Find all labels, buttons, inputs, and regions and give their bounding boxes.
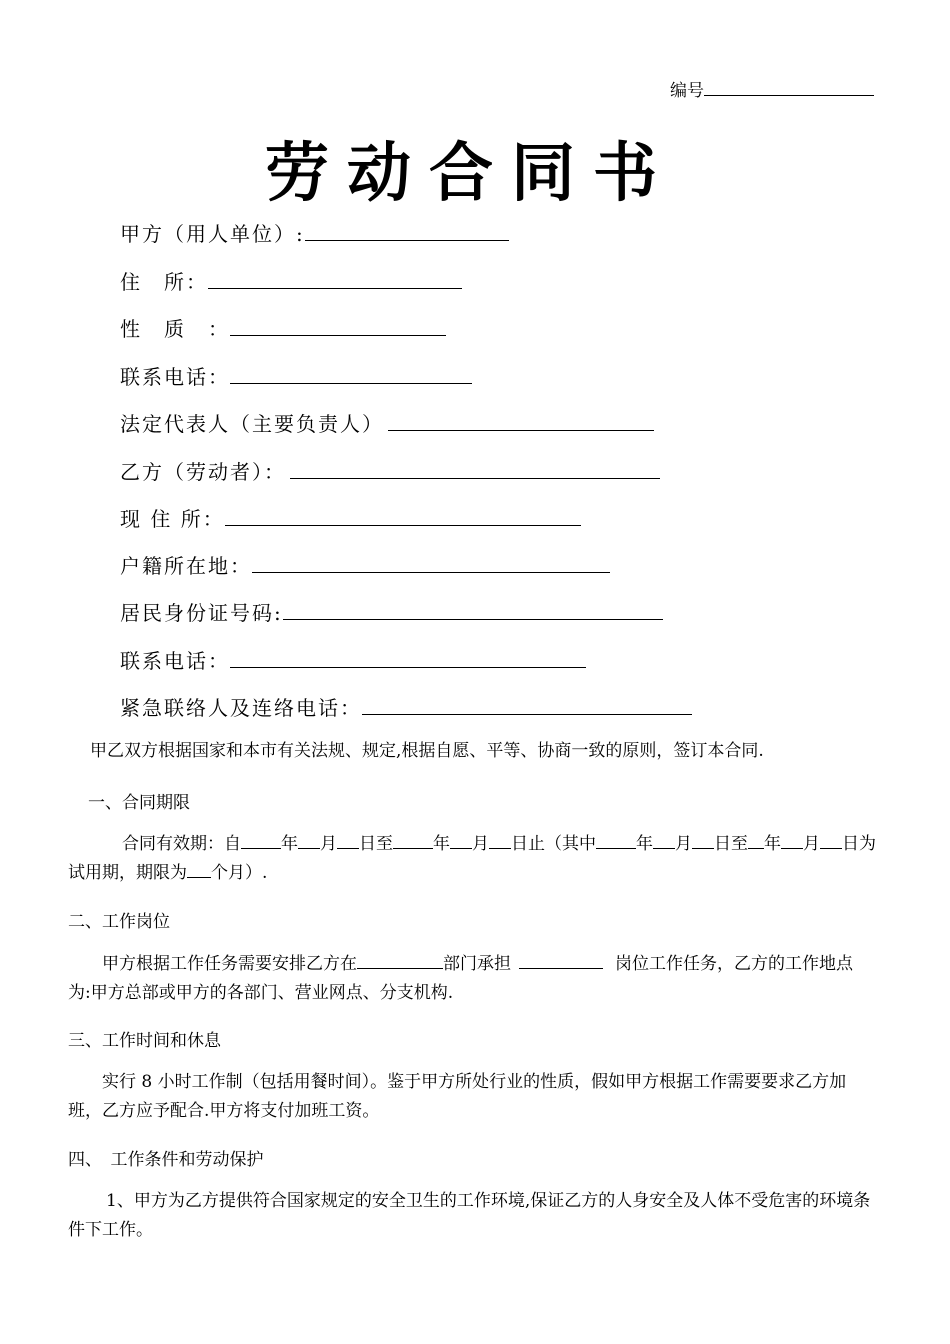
year-blank[interactable] [393, 832, 433, 849]
text: 年 [636, 834, 653, 854]
text: 日为试用期，期限为 [68, 834, 876, 883]
text: 年 [433, 834, 450, 854]
section-1-title: 一、合同期限 [88, 793, 190, 813]
id-number-blank[interactable] [283, 599, 663, 620]
text: 月 [320, 834, 337, 854]
document-title: 劳动合同书 [265, 136, 675, 211]
phone-a-blank[interactable] [230, 363, 472, 384]
day-blank[interactable] [820, 832, 842, 849]
serial-blank[interactable] [704, 78, 874, 96]
field-label: 甲方（用人单位）: [120, 222, 305, 246]
phone-field-b [120, 645, 586, 674]
field-label: 住 所： [120, 270, 208, 294]
section-2-title: 二、工作岗位 [68, 912, 170, 932]
section-4-title: 四、 工作条件和劳动保护 [68, 1150, 264, 1170]
party-b-blank[interactable] [290, 458, 660, 479]
address-field [120, 266, 462, 295]
text: 部门承担 [443, 954, 511, 974]
section-4-body: 1、甲方为乙方提供符合国家规定的安全卫生的工作环境,保证乙方的人身安全及人体不受危害的环境条件下工作。 [68, 1191, 871, 1240]
current-address-blank[interactable] [225, 505, 581, 526]
section-2-body [68, 950, 874, 1008]
party-a-blank[interactable] [305, 220, 509, 241]
phone-field-a [120, 361, 472, 390]
phone-b-blank[interactable] [230, 647, 586, 668]
field-label: 性 质 ： [120, 317, 230, 341]
legal-rep-field [120, 408, 654, 437]
id-number-field [120, 597, 663, 626]
text: 月 [472, 834, 489, 854]
household-field [120, 550, 610, 579]
text: 月 [803, 834, 820, 854]
day-blank[interactable] [489, 832, 511, 849]
field-label: 乙方（劳动者）： [120, 460, 286, 484]
party-a-field [120, 218, 509, 247]
text: 甲方根据工作任务需要安排乙方在 [102, 954, 357, 974]
serial-label: 编号 [670, 81, 704, 101]
field-label: 户籍所在地： [120, 554, 252, 578]
address-blank[interactable] [208, 268, 462, 289]
month-blank[interactable] [298, 832, 320, 849]
intro-paragraph: 甲乙双方根据国家和本市有关法规、规定,根据自愿、平等、协商一致的原则，签订本合同. [90, 741, 764, 761]
text: 岗位工作任务，乙方的工作地点为:甲方总部或甲方的各部门、营业网点、分支机构. [68, 954, 853, 1003]
text: 年 [764, 834, 781, 854]
months-blank[interactable] [187, 861, 211, 878]
day-blank[interactable] [337, 832, 359, 849]
text: 日至 [714, 834, 748, 854]
text: 月 [675, 834, 692, 854]
current-address-field [120, 503, 581, 532]
legal-rep-blank[interactable] [388, 410, 654, 431]
text: 个月）. [211, 863, 268, 883]
department-blank[interactable] [357, 952, 443, 969]
section-3-body: 实行 8 小时工作制（包括用餐时间）。鉴于甲方所处行业的性质，假如甲方根据工作需要要求乙方加班，乙方应予配合.甲方将支付加班工资。 [68, 1072, 847, 1121]
nature-field [120, 313, 446, 342]
month-blank[interactable] [781, 832, 803, 849]
field-label: 居民身份证号码: [120, 601, 283, 625]
field-label: 法定代表人（主要负责人） [120, 412, 384, 436]
field-label: 紧急联络人及连络电话： [120, 696, 362, 720]
month-blank[interactable] [450, 832, 472, 849]
nature-blank[interactable] [230, 315, 446, 336]
year-blank[interactable] [241, 832, 281, 849]
field-label: 联系电话： [120, 365, 230, 389]
text: 年 [281, 834, 298, 854]
section-1-body [68, 830, 880, 888]
text: 合同有效期：自 [122, 834, 241, 854]
position-blank[interactable] [519, 952, 603, 969]
year-blank[interactable] [596, 832, 636, 849]
day-blank[interactable] [692, 832, 714, 849]
year-blank[interactable] [748, 832, 764, 849]
field-label: 联系电话： [120, 649, 230, 673]
text: 日至 [359, 834, 393, 854]
serial-number-line [670, 76, 874, 101]
emergency-contact-field [120, 692, 692, 721]
emergency-contact-blank[interactable] [362, 694, 692, 715]
month-blank[interactable] [653, 832, 675, 849]
party-b-field [120, 456, 660, 485]
section-3-title: 三、工作时间和休息 [68, 1031, 221, 1051]
text: 日止（其中 [511, 834, 596, 854]
field-label: 现 住 所： [120, 507, 225, 531]
household-blank[interactable] [252, 552, 610, 573]
